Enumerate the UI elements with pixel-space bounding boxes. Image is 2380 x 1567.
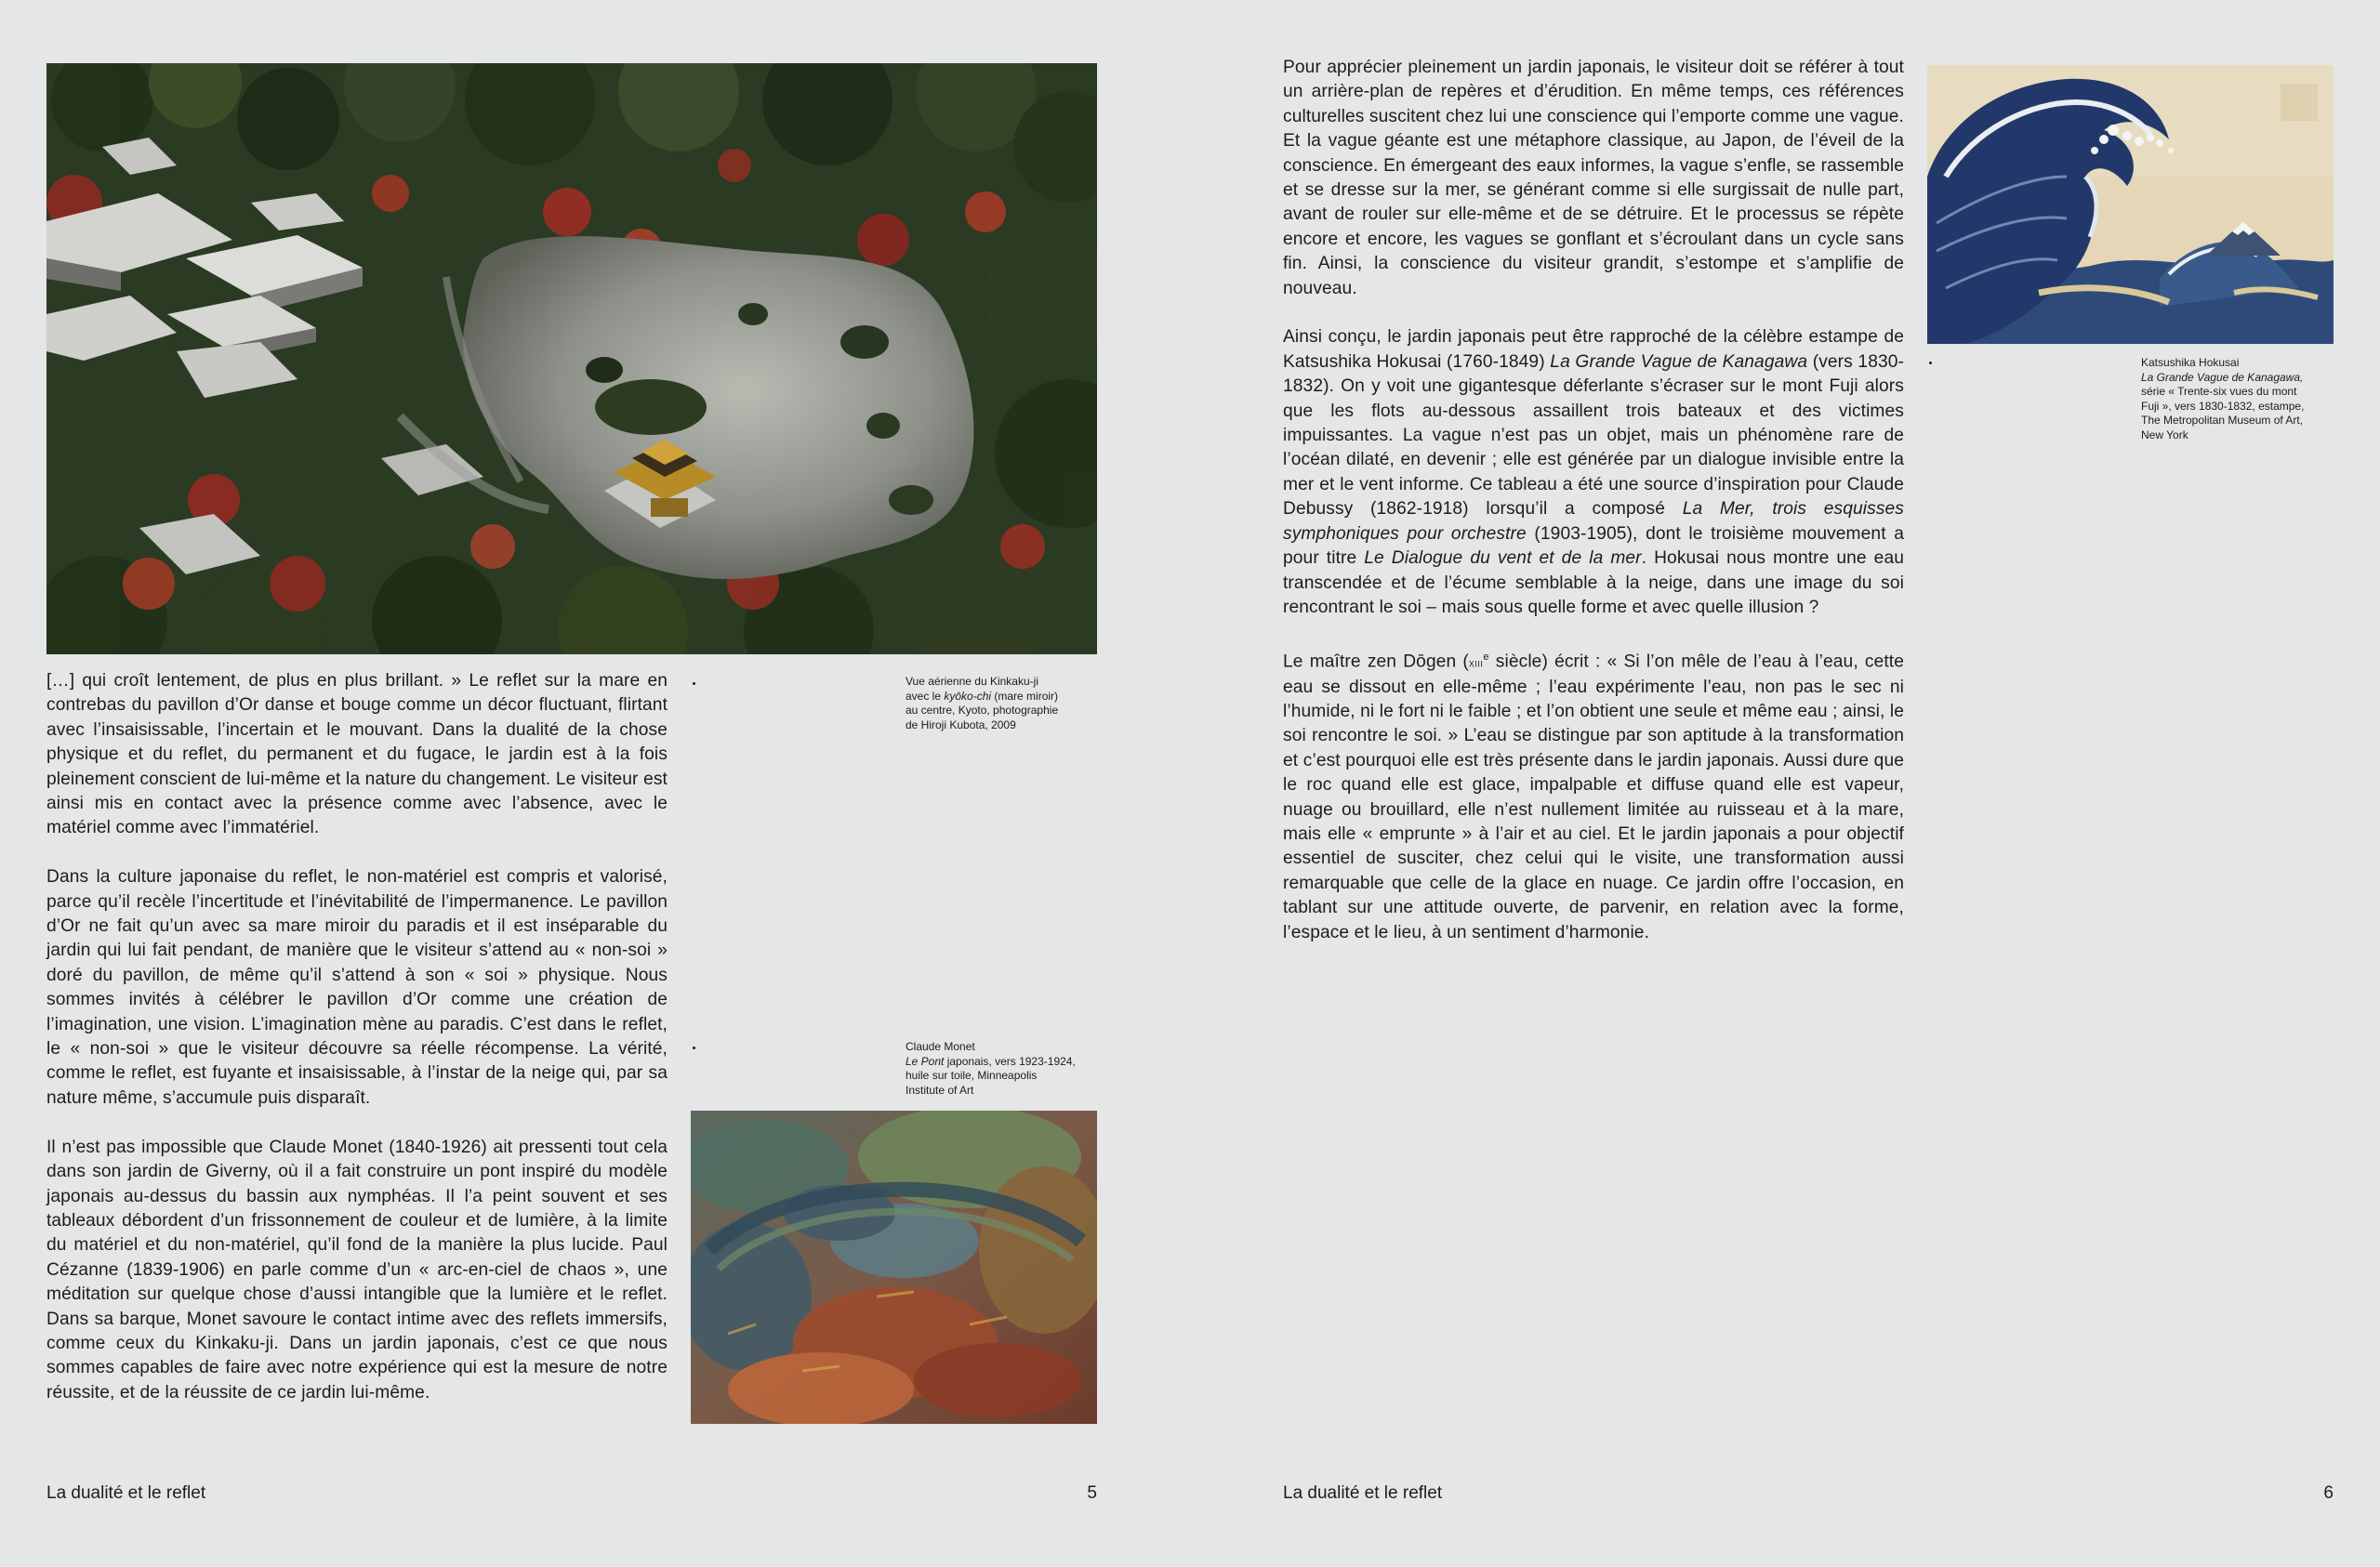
hokusai-wave-print (1927, 65, 2334, 344)
monet-caption (906, 1040, 1091, 1098)
caption-line: de Hiroji Kubota, 2009 (906, 718, 1016, 731)
paragraph: […] qui croît lentement, de plus en plus brillant. » Le reflet sur la mare en contrebas du pavillon d’Or danse et bouge comme un décor fluctuant, flirtant avec l’insaisissable, l’incertain et le mouvant. Dans la dualité de la chose physique et du reflet, du permanent et du fugace, le jardin est à la fois pleinement conscient de lui-même et la nature du changement. Le visiteur est ainsi mis en contact avec la présence comme avec l’absence, avec le matériel comme avec l’immatériel. (46, 671, 668, 838)
paragraph: Pour apprécier pleinement un jardin japonais, le visiteur doit se référer à tout un arrière-plan de repères et d’érudition. En même temps, ces références culturelles suscitent chez lui une conscience qui l’emporte comme une vague. Et la vague géante est une métaphore classique, au Japon, de l’éveil de la conscience. En émergeant des eaux informes, la vague s’enfle, se rassemble et se dresse sur la mer, se générant comme si elle surgissait de nulle part, avant de rouler sur elle-même et de se détruire. Et le processus se répète encore et encore, les vagues se gonflant et s’écroulant dans un cycle sans fin. Ainsi, la conscience du visiteur grandit, s’estompe et s’amplifie de nouveau. (1283, 58, 1904, 298)
paragraph: Dans la culture japonaise du reflet, le non-matériel est compris et valorisé, parce qu’il recèle l’incertitude et l’inévitabilité de l’impermanence. Le pavillon d’Or ne fait qu’un avec sa mare miroir du paradis et il est inséparable du jardin qui lui fait pendant, de manière que le visiteur s’attend au « non-soi » doré du pavillon, de même qu’il s’attend à son « soi » physique. Nous sommes invités à célébrer le pavillon d’Or comme une création de l’imagination, une vision. L’imagination mène au paradis. C’est dans le reflet, le « non-soi » que le visiteur découvre sa réelle récompense. La vérité, comme le reflet, est fuyante et insaisissable, à l’instar de la neige qui, par sa nature même, s’accumule puis disparaît. (46, 867, 668, 1108)
right-body-text (1283, 56, 1904, 945)
kinkakuji-aerial-photo (46, 63, 1097, 654)
caption-line: La Grande Vague de Kanagawa, (2141, 370, 2304, 384)
caption-line: Le Pont japonais, vers 1923-1924, (906, 1054, 1076, 1068)
caption-line: Institute of Art (906, 1083, 974, 1097)
left-body-text (46, 669, 668, 1405)
caption-marker (693, 1047, 695, 1049)
caption-line: Vue aérienne du Kinkaku-ji (906, 675, 1038, 688)
running-footer: La dualité et le reflet (1283, 1483, 1443, 1503)
caption-line: New York (2141, 428, 2188, 441)
running-footer: La dualité et le reflet (46, 1483, 206, 1503)
kinkakuji-caption (906, 675, 1091, 732)
page-number: 5 (1087, 1483, 1097, 1503)
caption-line: au centre, Kyoto, photographie (906, 704, 1059, 717)
right-page (1190, 0, 2380, 1567)
caption-marker (693, 682, 695, 685)
caption-line: huile sur toile, Minneapolis (906, 1069, 1038, 1082)
caption-line: Claude Monet (906, 1040, 975, 1053)
caption-marker (1929, 362, 1932, 364)
page-number: 6 (2323, 1483, 2334, 1503)
hokusai-caption (2141, 356, 2341, 442)
caption-line: Katsushika Hokusai (2141, 356, 2240, 369)
caption-line: Fuji », vers 1830-1832, estampe, (2141, 399, 2305, 413)
caption-line: The Metropolitan Museum of Art, (2141, 414, 2304, 427)
paragraph: Le maître zen Dōgen (xiii$^e$ siècle) écrit : « Si l’on mêle de l’eau à l’eau, cette eau se dissout en elle-même ; l’eau expérimente l’eau, non pas le sec ni l’humide, ni le fort ni le faible ; et l’on obtient une seule et même eau ; ainsi, le soi rencontre le soi. » L’eau se distingue par son aptitude à la transformation et c’est pourquoi elle est très présente dans le jardin japonais. Aussi dure que le roc quand elle est glace, impalpable et diffuse quand elle est vapeur, nuage ou brouillard, elle n’est nullement limitée au ruisseau et à la mare, mais elle « emprunte » à l’air et au ciel. Et le jardin japonais a pour objectif essentiel de susciter, chez celui qui le visite, une transformation aussi remarquable que celle de la glace en nuage. Ce jardin offre l’occasion, en tablant sur une attitude ouverte, de parvenir, en relation avec la forme, l’espace et le lieu, à un sentiment d’harmonie. (1283, 651, 1904, 942)
paragraph: Ainsi conçu, le jardin japonais peut être rapproché de la célèbre estampe de Katsushika Hokusai (1760-1849) La Grande Vague de Kanagawa (vers 1830-1832). On y voit une gigantesque déferlante s’écraser sur le mont Fuji alors que les flots au-dessous assaillent trois bateaux et des victimes impuissantes. La vague n’est pas un objet, mais un phénomène rare de l’océan dilaté, en devenir ; elle est générée par un dialogue invisible entre la mer et le vent informe. Ce tableau a été une source d’inspiration pour Claude Debussy (1862-1918) lorsqu’il a composé La Mer, trois esquisses symphoniques pour orchestre (1903-1905), dont le troisième mouvement a pour titre Le Dialogue du vent et de la mer. Hokusai nous montre une eau transcendée et de l’écume semblable à la neige, dans une image du soi rencontrant le soi – mais sous quelle forme et avec quelle illusion ? (1283, 327, 1905, 617)
caption-line: avec le kyōko-chi (mare miroir) (906, 689, 1059, 703)
caption-line: série « Trente-six vues du mont (2141, 385, 2297, 398)
monet-painting (691, 1111, 1097, 1424)
paragraph: Il n’est pas impossible que Claude Monet (1840-1926) ait pressenti tout cela dans son jardin de Giverny, où il a fait construire un pont inspiré du modèle japonais au-dessus du bassin aux nymphéas. Il l’a peint souvent et ses tableaux débordent d’un frissonnement de couleur et de lumière, à la limite du matériel et du non-matériel, qu’il fond de la manière la plus lucide. Paul Cézanne (1839-1906) en parle comme d’un « arc-en-ciel de chaos », une méditation sur quelque chose d’aussi intangible que la lumière et le reflet. Dans sa barque, Monet savoure le contact intime avec des reflets immersifs, comme ceux du Kinkaku-ji. Dans un jardin japonais, c’est ce que nous sommes capables de faire avec notre expérience qui est la mesure de notre réussite, et de la réussite de ce jardin lui-même. (46, 1137, 668, 1402)
